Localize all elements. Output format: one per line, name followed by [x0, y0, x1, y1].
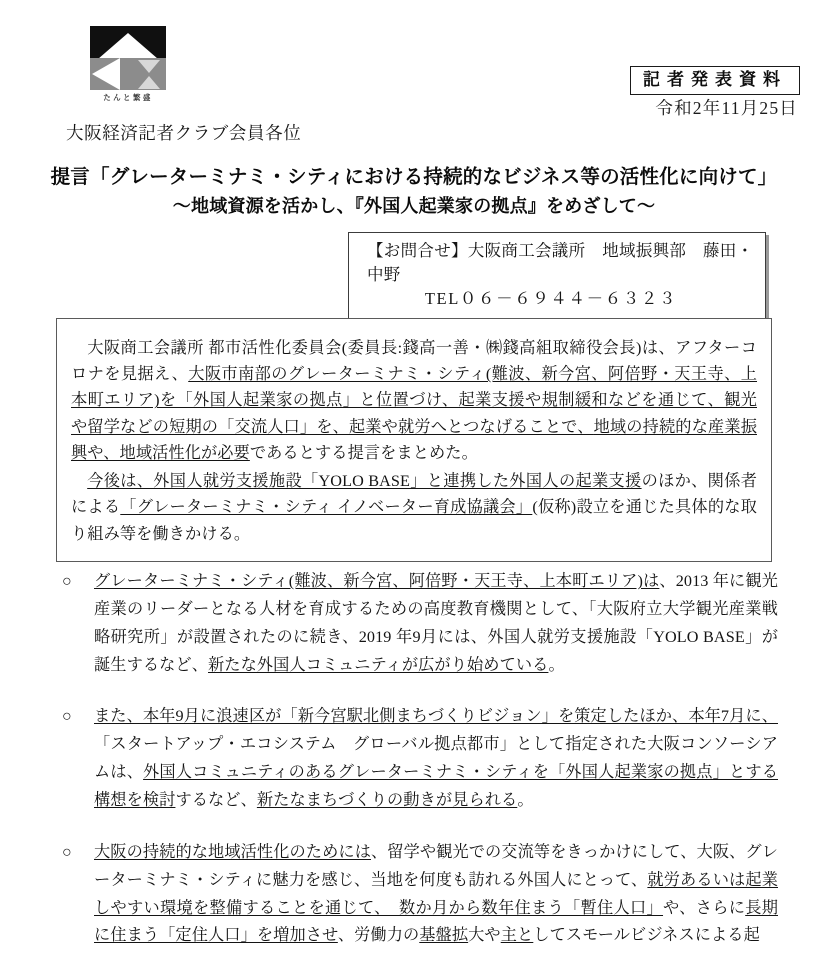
summary-p2-seg2: のほか、関係者による — [71, 472, 757, 517]
bullet-1-text — [94, 568, 778, 679]
addressee-line: 大阪経済記者クラブ会員各位 — [66, 123, 302, 143]
circle-bullet-icon: ○ — [62, 843, 72, 861]
summary-p2-seg4: (仮称)設立を通じた具体的な取り組み等を働きかける。 — [71, 498, 757, 543]
bullet-3-seg7-underlined: 基盤拡 — [419, 926, 469, 945]
release-date: 令和2年11月25日 — [655, 98, 798, 118]
bullet-1-seg4: 。 — [548, 655, 565, 674]
bullet-3-seg6: 、労働力の — [337, 926, 420, 945]
logo-bottom-shape — [90, 58, 166, 90]
summary-p1-seg3-underlined: 地域の持続的な産業振興や、地域活性化が必要 — [71, 417, 757, 462]
bullet-item-3 — [62, 839, 778, 950]
page-subtitle: ～地域資源を活かし、『外国人起業家の拠点』をめざして～ — [172, 196, 656, 217]
summary-box — [56, 318, 772, 562]
summary-paragraph-1 — [71, 335, 757, 466]
summary-p2-seg1-underlined: 今後は、外国人就労支援施設「YOLO BASE」と連携した外国人の起業支援 — [87, 472, 642, 491]
bullet-3-text — [94, 839, 778, 950]
summary-p1-seg2-underlined: 大阪市南部のグレーターミナミ・シティ(難波、新今宮、阿倍野・天王寺、上本町エリア)を「外国人起業家の拠点」と位置づけ、起業支援や規制緩和などを通じて、観光や留学などの短期の「交流人口」を、起業や就労へとつなげることで、 — [71, 365, 758, 436]
bullet-1-seg3-underlined: 新たな外国人コミュニティが広がり始めている — [208, 655, 549, 674]
bullet-2-seg3-underlined: 外国人コミュニティのあるグレーターミナミ・シティを「外国人起業家の拠点」とする構想を検討 — [94, 763, 778, 810]
logo-left-triangle-icon — [92, 58, 120, 90]
bullet-3-seg3-underlined: 就労あるいは起業しやすい環境を整備することを通じて、 数か月から数年住まう「暫住人口」 — [94, 870, 778, 917]
summary-paragraph-2 — [71, 468, 757, 547]
contact-box — [348, 232, 766, 319]
circle-bullet-icon: ○ — [62, 708, 72, 726]
bullet-3-seg10: してスモールビジネスによる起 — [533, 926, 760, 945]
bullet-3-seg9-underlined: 主と — [500, 926, 534, 945]
bullet-3-seg5-underlined: 長期に住まう「定住人口」を増加させ — [94, 898, 778, 945]
bullet-item-2 — [62, 703, 778, 814]
contact-department: 【お問合せ】大阪商工会議所 地域振興部 藤田・中野 — [367, 241, 754, 284]
logo-top-shape — [90, 26, 166, 58]
document-title-block — [0, 164, 828, 219]
press-release-stamp: 記者発表資料 — [630, 66, 800, 95]
bullet-2-seg4: するなど、 — [175, 791, 257, 810]
logo-block — [88, 26, 168, 103]
document-header — [0, 0, 828, 143]
contact-telephone: TEL０６－６９４４－６３２３ — [424, 288, 678, 308]
bullet-2-seg6: 。 — [517, 791, 534, 810]
bullet-2-seg2: 「スタートアップ・エコシステム グローバル拠点都市」として指定された大阪コンソーシアムは、 — [94, 735, 778, 782]
bullet-3-seg2: 、留学や観光での交流等をきっかけにして、大阪、グレーターミナミ・シティに魅力を感じ、当地を何度も訪れる外国人にとって、 — [94, 842, 778, 889]
bullet-1-seg1-underlined: グレーターミナミ・シティ(難波、新今宮、阿倍野・天王寺、上本町エリア)は — [94, 572, 660, 590]
chamber-logo-icon — [90, 26, 166, 90]
bullet-3-seg8: 大や — [468, 926, 501, 945]
bullet-2-seg5-underlined: 新たなまちづくりの動きが見られる — [256, 791, 518, 810]
logo-hourglass-bottom-icon — [138, 76, 160, 89]
bullet-3-seg4: や、さらに — [663, 898, 746, 917]
page-title: 提言「グレーターミナミ・シティにおける持続的なビジネス等の活性化に向けて」 — [50, 166, 778, 188]
summary-p2-seg3-underlined: 「グレーターミナミ・シティ イノベーター育成協議会」 — [120, 498, 533, 517]
bullet-1-seg2: 、2013 年に観光産業のリーダーとなる人材を育成するための高度教育機関として、「大阪府立大学観光産業戦略研究所」が設置されたのに続き、2019 年9月には、外国人就労支援施設「YOLO BASE」が誕生するなど、 — [94, 572, 778, 674]
summary-p1-seg4: であるとする提言をまとめた。 — [249, 443, 478, 462]
summary-p1-seg1: 大阪商工会議所 都市活性化委員会(委員長:錢高一善・㈱錢高組取締役会長)は、アフターコロナを見据え、 — [71, 339, 757, 384]
bullet-list — [62, 568, 778, 974]
circle-bullet-icon: ○ — [62, 573, 72, 590]
bullet-2-text — [94, 703, 778, 814]
logo-tagline: たんと繁盛 — [103, 93, 153, 102]
bullet-3-seg1-underlined: 大阪の持続的な地域活性化のためには — [94, 842, 371, 861]
contact-box-wrapper — [348, 232, 766, 319]
bullet-2-seg1-underlined: また、本年9月に浪速区が「新今宮駅北側まちづくりビジョン」を策定したほか、本年7月に、 — [94, 707, 778, 726]
logo-hourglass-top-icon — [138, 60, 160, 73]
bullet-item-1 — [62, 568, 778, 679]
